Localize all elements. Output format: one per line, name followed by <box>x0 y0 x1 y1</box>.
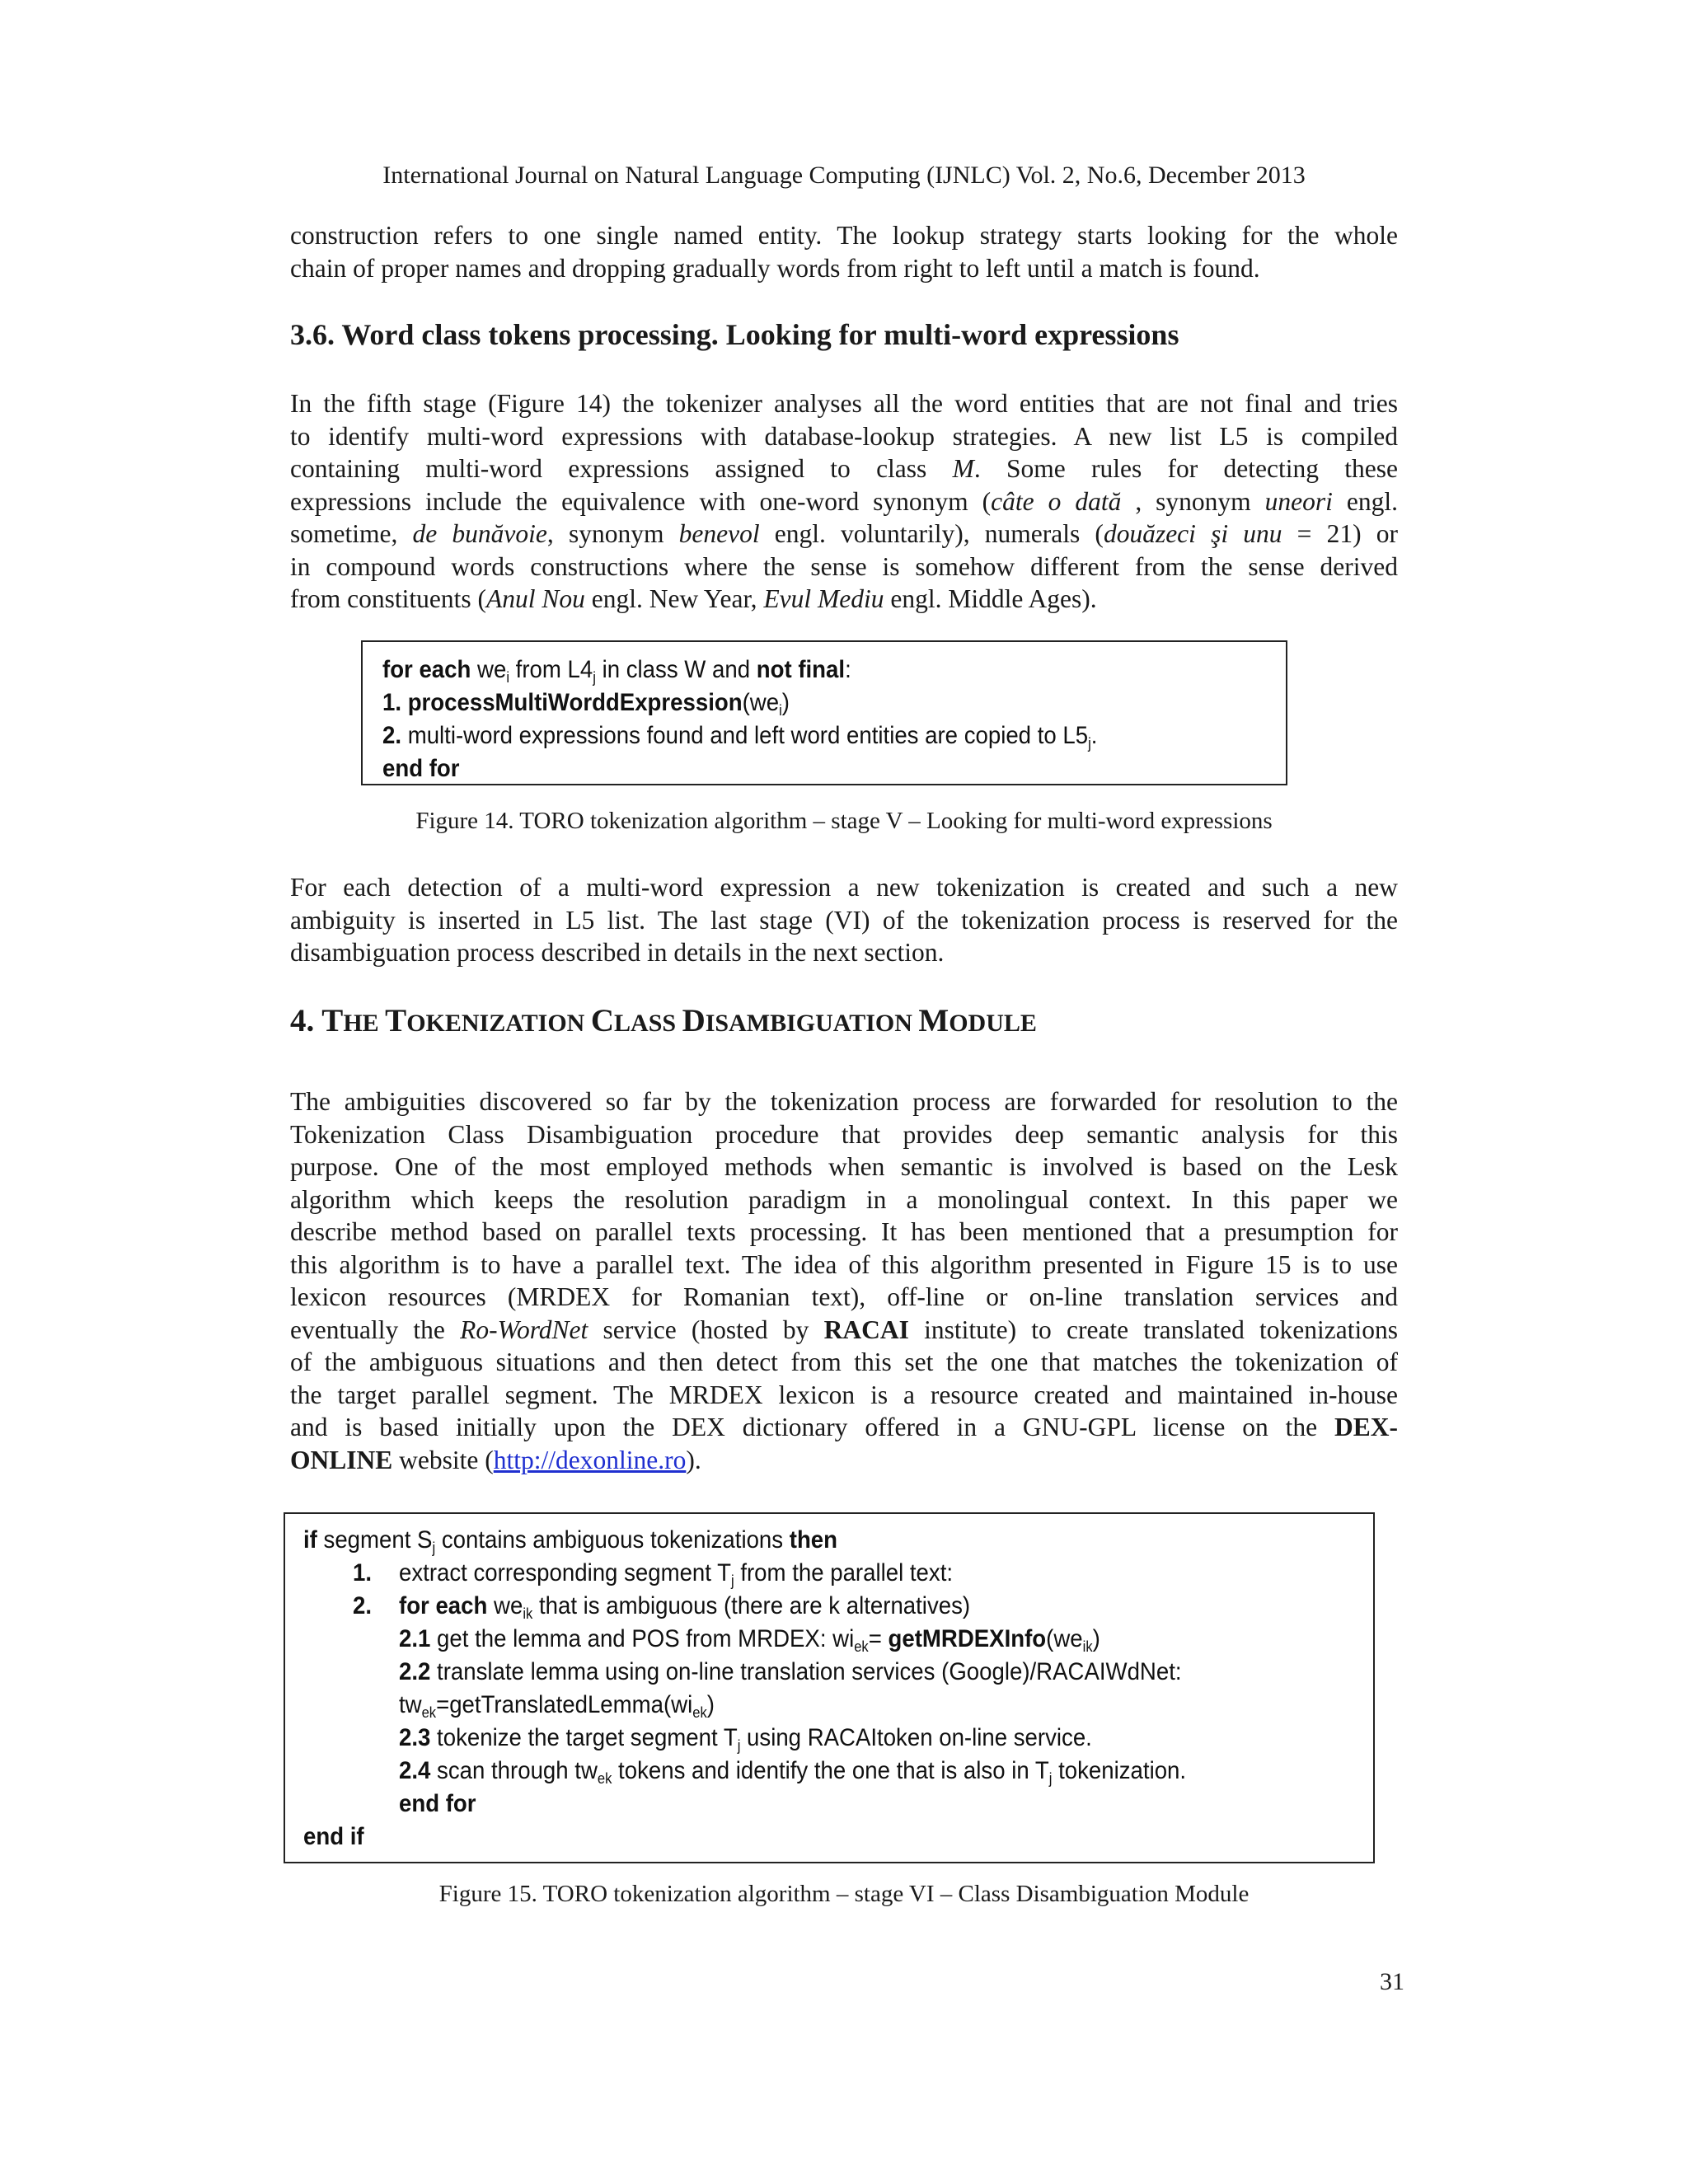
algorithm-line: 2.4 scan through $tw_{ek}$ tokens and identify the one that is also in $T_j$ tokenization. <box>399 1757 1187 1787</box>
text-line: construction refers to one single named entity. The lookup strategy starts looking for the whole <box>290 221 1398 250</box>
text-line: from constituents (Anul Nou engl. New Year, Evul Mediu engl. Middle Ages). <box>290 584 1097 613</box>
text-line: For each detection of a multi-word expression a new tokenization is created and such a new <box>290 873 1398 902</box>
text-line: describe method based on parallel texts processing. It has been mentioned that a presumption for <box>290 1217 1398 1246</box>
intro-paragraph <box>290 219 1398 284</box>
algorithm-line: end for <box>382 755 460 782</box>
figure-15-algorithm-box <box>284 1512 1375 1863</box>
algorithm-line: $tw_{ek}=getTranslatedLemma(wi_{ek})$ <box>399 1691 715 1721</box>
text-line: ONLINE website (http://dexonline.ro). <box>290 1445 701 1474</box>
section-heading-3-6: 3.6. Word class tokens processing. Looking for multi-word expressions <box>290 318 1179 351</box>
algorithm-line: for each $we_{ik}$ that is ambiguous (there are k alternatives) <box>399 1592 971 1622</box>
text-line: lexicon resources (MRDEX for Romanian text), off-line or on-line translation services and <box>290 1282 1398 1311</box>
after-figure-14-paragraph <box>290 871 1398 969</box>
algorithm-line: end for <box>399 1790 476 1817</box>
figure-14-caption: Figure 14. TORO tokenization algorithm – stage V – Looking for multi-word expressions <box>415 808 1273 834</box>
text-line: Tokenization Class Disambiguation procedure that provides deep semantic analysis for this <box>290 1119 1398 1149</box>
algorithm-line: 2.2 translate lemma using on-line translation services (Google)/RACAIWdNet: <box>399 1658 1182 1685</box>
text-line: algorithm which keeps the resolution paradigm in a monolingual context. In this paper we <box>290 1184 1398 1214</box>
algorithm-line: 2. multi-word expressions found and left word entities are copied to $L5_j$. <box>382 722 1098 752</box>
algorithm-line: 2. <box>353 1592 373 1619</box>
algorithm-line: for each $we_i$ from $L4_j$ in class W and not final: <box>382 656 851 686</box>
text-line: this algorithm is to have a parallel text. The idea of this algorithm presented in Figure 15 is to use <box>290 1249 1398 1279</box>
algorithm-line: 2.3 tokenize the target segment $T_j$ using RACAItoken on-line service. <box>399 1724 1092 1754</box>
text-line: sometime, de bunăvoie, synonym benevol engl. voluntarily), numerals (douăzeci şi unu = 21) or <box>290 519 1399 548</box>
text-line: eventually the Ro-WordNet service (hosted by RACAI institute) to create translated tokenizations <box>290 1315 1399 1344</box>
text-line: chain of proper names and dropping gradually words from right to left until a match is found. <box>290 253 1260 283</box>
text-line: ambiguity is inserted in L5 list. The last stage (VI) of the tokenization process is reserved for the <box>290 905 1398 935</box>
text-line: expressions include the equivalence with one-word synonym (câte o dată , synonym uneori engl. <box>290 486 1399 516</box>
text-line: to identify multi-word expressions with database-lookup strategies. A new list L5 is compiled <box>290 421 1398 451</box>
text-line: in compound words constructions where the sense is somehow different from the sense derived <box>290 551 1398 581</box>
page-number: 31 <box>1380 1968 1404 1995</box>
algorithm-line: 1. $processMultiWorddExpression(we_i)$ <box>382 689 790 719</box>
algorithm-line: 2.1 get the lemma and POS from MRDEX: $wi_{ek}=$ $getMRDEXInfo(we_{ik})$ <box>399 1625 1100 1655</box>
text-line: purpose. One of the most employed methods when semantic is involved is based on the Lesk <box>290 1152 1398 1181</box>
text-line: and is based initially upon the DEX dictionary offered in a GNU-GPL license on the DEX- <box>290 1413 1398 1441</box>
algorithm-line: extract corresponding segment $T_j$ from the parallel text: <box>399 1559 954 1589</box>
algorithm-line: 1. <box>353 1559 373 1586</box>
text-line: the target parallel segment. The MRDEX lexicon is a resource created and maintained in-house <box>290 1380 1398 1409</box>
section-heading-4: 4. THE TOKENIZATION CLASS DISAMBIGUATION MODULE <box>290 1003 1037 1038</box>
section-3-6-paragraph <box>290 387 1398 616</box>
algorithm-line: end if <box>303 1823 364 1850</box>
running-header: International Journal on Natural Language Computing (IJNLC) Vol. 2, No.6, December 2013 <box>382 162 1306 189</box>
text-line: containing multi-word expressions assigned to class M. Some rules for detecting these <box>290 454 1398 483</box>
text-line: In the fifth stage (Figure 14) the tokenizer analyses all the word entities that are not final and tries <box>290 389 1398 418</box>
text-line: The ambiguities discovered so far by the tokenization process are forwarded for resolution to the <box>290 1087 1398 1116</box>
text-line: of the ambiguous situations and then detect from this set the one that matches the tokenization of <box>290 1347 1398 1376</box>
text-line: disambiguation process described in details in the next section. <box>290 938 945 967</box>
section-4-paragraph <box>290 1085 1398 1476</box>
dexonline-link[interactable]: http://dexonline.ro <box>493 1445 687 1474</box>
figure-14-algorithm-box <box>361 640 1287 785</box>
figure-15-caption: Figure 15. TORO tokenization algorithm – stage VI – Class Disambiguation Module <box>438 1881 1250 1907</box>
algorithm-line: if segment $S_j$ contains ambiguous tokenizations then <box>303 1526 838 1556</box>
